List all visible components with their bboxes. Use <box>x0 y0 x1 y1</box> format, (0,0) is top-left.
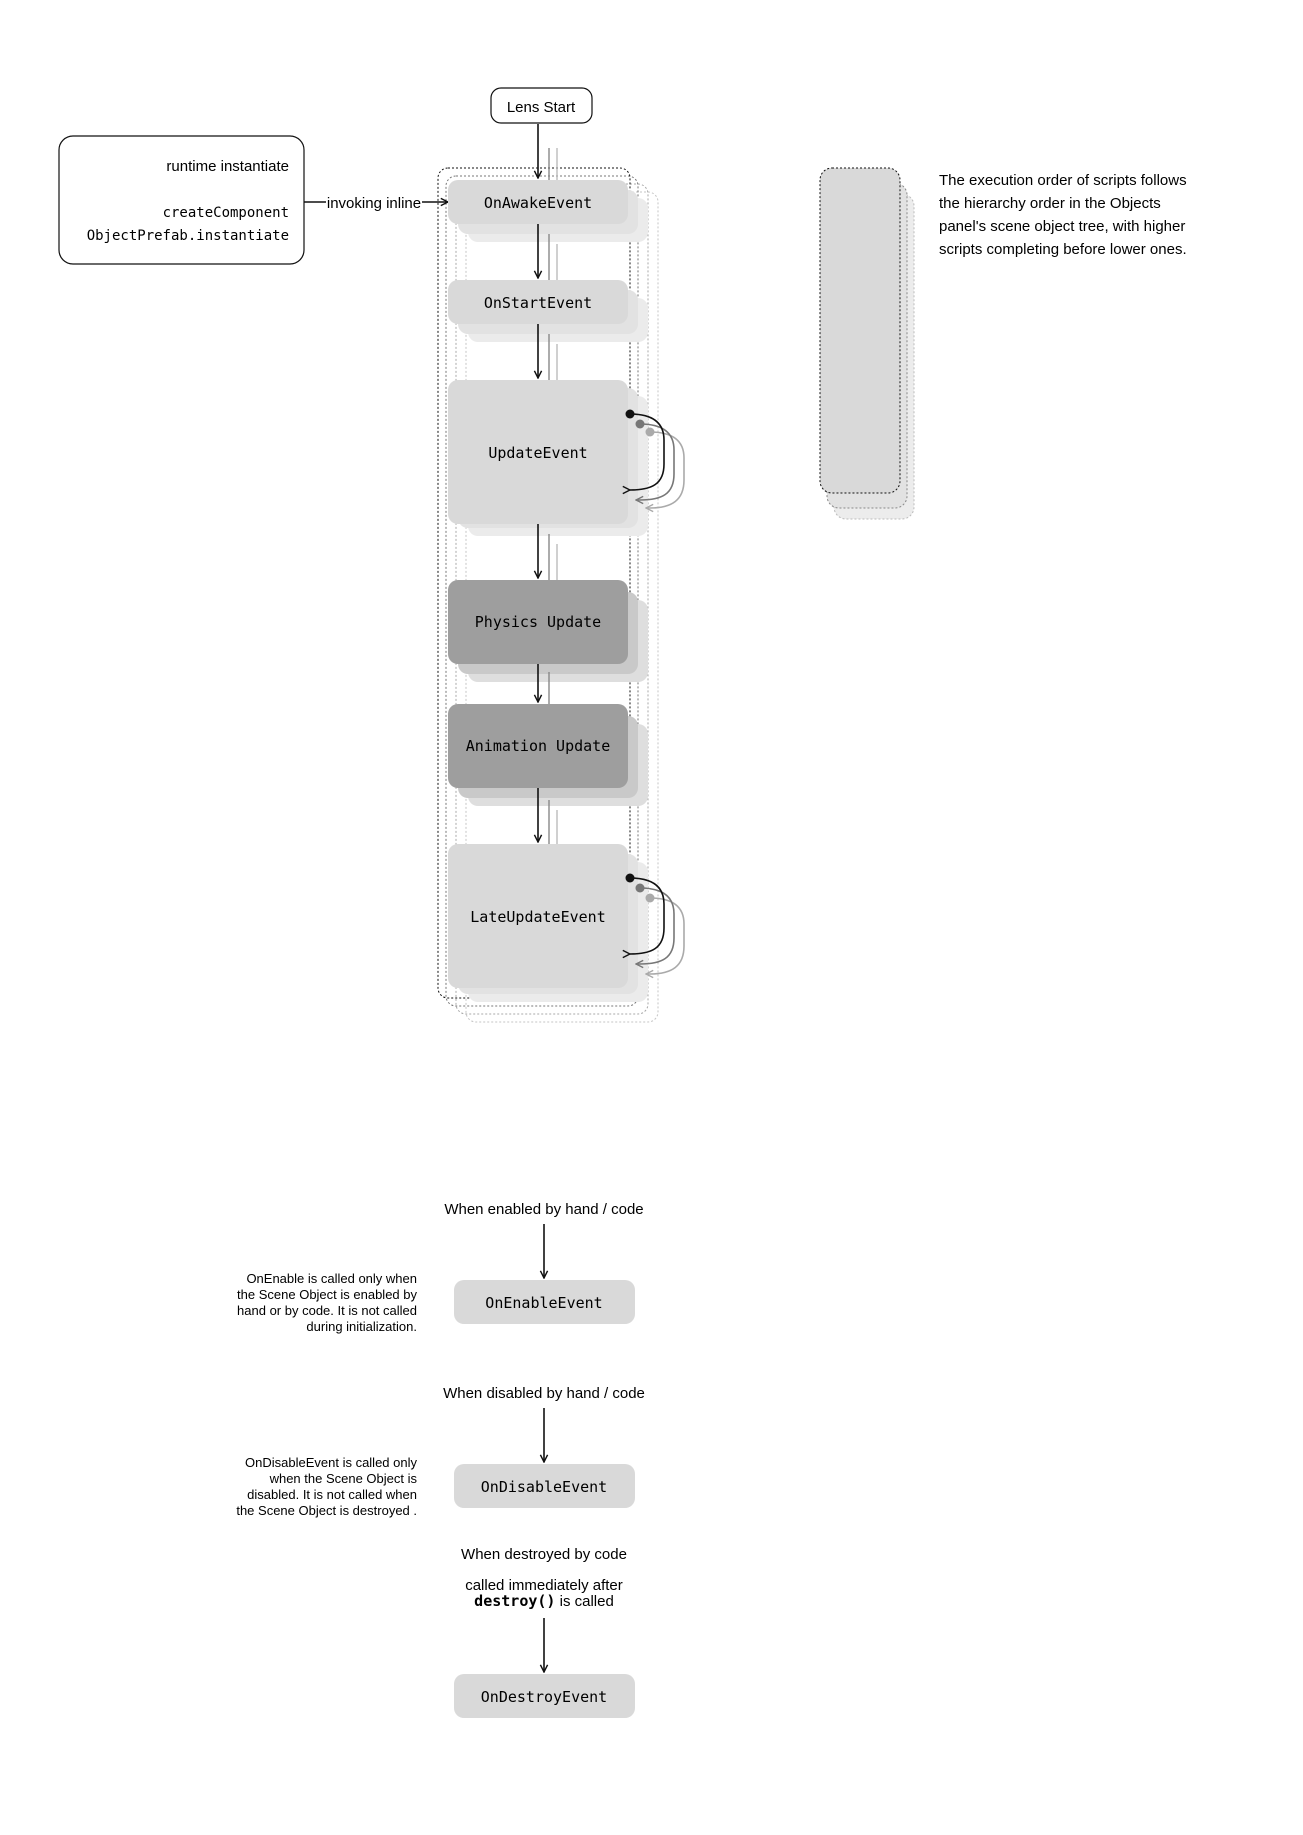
on-enable-node <box>454 1280 635 1324</box>
physics-update-label: Physics Update <box>474 613 602 631</box>
disable-desc-4: the Scene Object is destroyed . <box>236 1503 417 1518</box>
note-line-1: The execution order of scripts follows <box>939 172 1187 189</box>
disable-desc-1: OnDisableEvent is called only <box>245 1455 417 1470</box>
runtime-line-prefab-instantiate: ObjectPrefab.instantiate <box>86 228 289 244</box>
execution-order-note <box>939 172 1187 258</box>
runtime-title: runtime instantiate <box>166 158 289 175</box>
note-line-4: scripts completing before lower ones. <box>939 241 1187 258</box>
on-disable-label: OnDisableEvent <box>480 1478 608 1496</box>
disable-desc-2: when the Scene Object is <box>269 1471 417 1486</box>
animation-update-label: Animation Update <box>465 737 611 755</box>
on-start-node <box>448 280 628 324</box>
on-disable-node <box>454 1464 635 1508</box>
destroy-sub-2 <box>474 1592 614 1610</box>
destroy-sub-2-text: is called <box>555 1593 614 1610</box>
on-start-label: OnStartEvent <box>483 294 593 312</box>
on-destroy-node <box>454 1674 635 1718</box>
update-label: UpdateEvent <box>488 444 588 462</box>
enable-trigger: When enabled by hand / code <box>444 1201 644 1218</box>
destroy-sub-1: called immediately after <box>465 1577 623 1594</box>
disable-description <box>236 1455 417 1518</box>
animation-update-node <box>448 704 628 788</box>
script-stack-legend <box>820 168 914 519</box>
disable-trigger: When disabled by hand / code <box>443 1385 645 1402</box>
lens-start-label: Lens Start <box>506 99 576 116</box>
enable-desc-3: hand or by code. It is not called <box>237 1303 417 1318</box>
lens-start-node <box>491 88 592 123</box>
late-update-label: LateUpdateEvent <box>470 908 606 926</box>
destroy-trigger: When destroyed by code <box>461 1546 627 1563</box>
enable-desc-4: during initialization. <box>306 1319 417 1334</box>
note-line-3: panel's scene object tree, with higher <box>939 218 1186 235</box>
enable-description <box>237 1271 417 1334</box>
physics-update-node <box>448 580 628 664</box>
enable-desc-1: OnEnable is called only when <box>246 1271 417 1286</box>
on-awake-node <box>448 180 628 224</box>
disable-desc-3: disabled. It is not called when <box>247 1487 417 1502</box>
update-node <box>448 380 628 524</box>
on-destroy-label: OnDestroyEvent <box>480 1688 608 1706</box>
runtime-instantiate-box <box>59 136 304 264</box>
enable-desc-2: the Scene Object is enabled by <box>237 1287 417 1302</box>
destroy-code: destroy() <box>474 1592 556 1610</box>
on-awake-label: OnAwakeEvent <box>483 194 593 212</box>
on-enable-label: OnEnableEvent <box>485 1294 603 1312</box>
late-update-node <box>448 844 628 988</box>
note-line-2: the hierarchy order in the Objects <box>939 195 1161 212</box>
runtime-line-create-component: createComponent <box>162 205 289 221</box>
invoking-inline-label: invoking inline <box>326 195 422 212</box>
